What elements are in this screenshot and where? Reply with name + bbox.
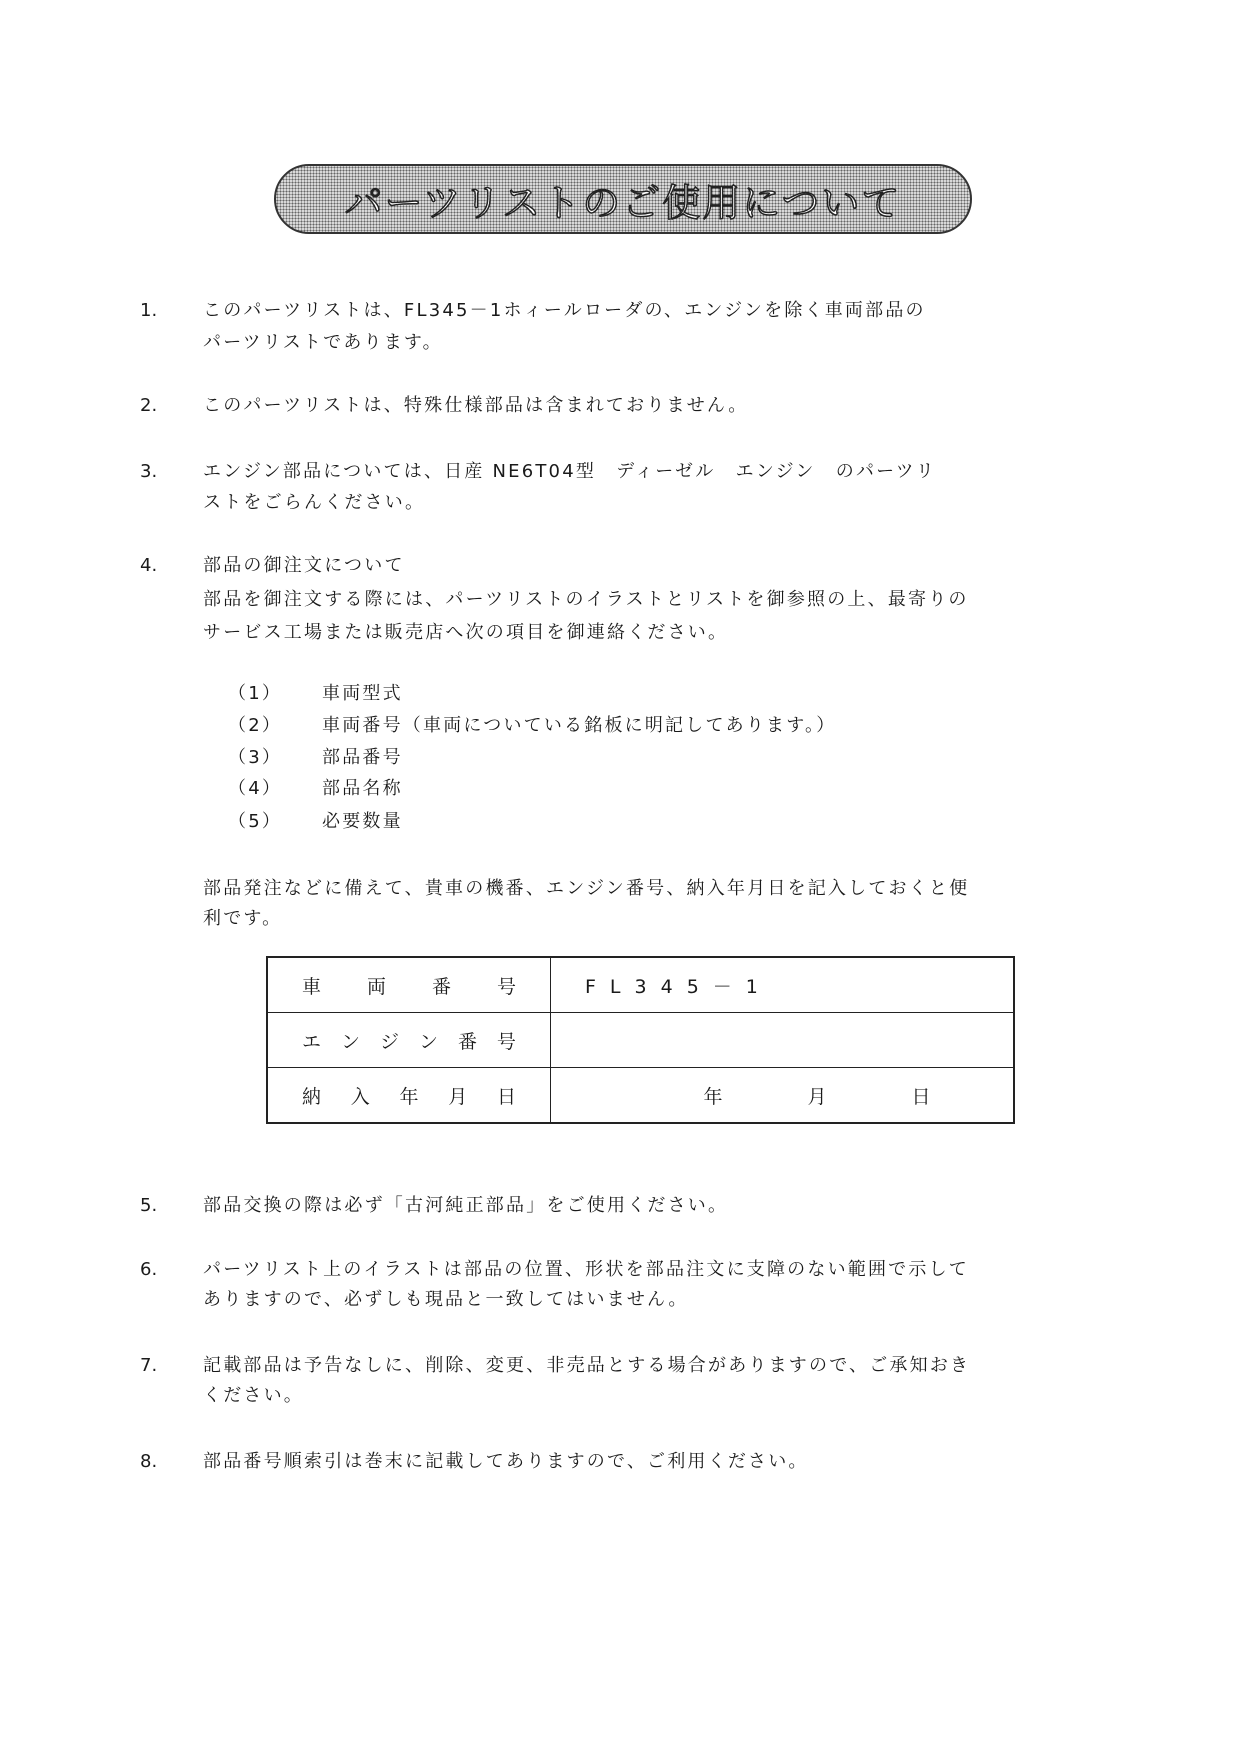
label-char: 日 <box>496 1085 516 1108</box>
note-text-line: 部品発注などに備えて、貴車の機番、エンジン番号、納入年月日を記入しておくと便 <box>203 878 970 899</box>
page-title: パーツリストのご使用について <box>344 180 902 225</box>
title-banner <box>274 164 972 234</box>
date-unit: 日 <box>911 1085 931 1108</box>
row-value[interactable]: FL345－1 <box>551 957 1015 1013</box>
item-number: 4. <box>140 555 158 576</box>
subitem-number: （4） <box>228 778 283 799</box>
item-text-line: ストをごらんください。 <box>203 492 426 513</box>
row-value[interactable] <box>551 1013 1015 1068</box>
date-unit: 月 <box>807 1085 827 1108</box>
label-char: ン <box>418 1030 438 1053</box>
item-number: 5. <box>140 1195 158 1216</box>
item-text-line: このパーツリストは、特殊仕様部品は含まれておりません。 <box>203 395 749 416</box>
label-char: 月 <box>448 1085 468 1108</box>
item-number: 8. <box>140 1451 158 1472</box>
label-char: ジ <box>379 1030 399 1053</box>
label-char: 車 <box>302 975 322 998</box>
item-number: 1. <box>140 300 158 321</box>
item-number: 3. <box>140 461 158 482</box>
item-text-line: エンジン部品については、日産 NE6T04型 ディーゼル エンジン のパーツリ <box>203 461 937 482</box>
subitem-text: 部品名称 <box>322 778 403 799</box>
table-row <box>267 957 1014 1013</box>
item-text-line: パーツリスト上のイラストは部品の位置、形状を部品注文に支障のない範囲で示して <box>203 1259 969 1280</box>
table-row <box>267 1013 1014 1068</box>
subitem-text: 部品番号 <box>322 747 403 768</box>
label-char: ン <box>340 1030 360 1053</box>
item-text-line: 部品の御注文について <box>203 555 405 576</box>
label-char: 入 <box>350 1085 370 1108</box>
item-text-line: 部品番号順索引は巻末に記載してありますので、ご利用ください。 <box>203 1451 809 1472</box>
item-number: 7. <box>140 1355 158 1376</box>
item-text-line: 部品を御注文する際には、パーツリストのイラストとリストを御参照の上、最寄りの <box>203 589 969 610</box>
date-unit: 年 <box>703 1085 723 1108</box>
row-value[interactable] <box>551 1068 1015 1124</box>
note-text-line: 利です。 <box>203 908 283 929</box>
table-row <box>267 1068 1014 1124</box>
label-char: 年 <box>399 1085 419 1108</box>
item-number: 6. <box>140 1259 158 1280</box>
subitem-number: （2） <box>228 715 283 736</box>
item-number: 2. <box>140 395 158 416</box>
row-label <box>267 1013 551 1068</box>
vehicle-record-table <box>266 956 1015 1124</box>
subitem-number: （1） <box>228 683 283 704</box>
item-text-line: パーツリストであります。 <box>203 332 443 353</box>
label-char: 号 <box>496 975 516 998</box>
label-char: 号 <box>496 1030 516 1053</box>
label-char: 両 <box>366 975 386 998</box>
item-text-line: ください。 <box>203 1385 304 1406</box>
item-text-line: 部品交換の際は必ず「古河純正部品」をご使用ください。 <box>203 1195 729 1216</box>
label-char: 番 <box>457 1030 477 1053</box>
subitem-number: （3） <box>228 747 283 768</box>
label-char: 納 <box>302 1085 322 1108</box>
label-char: エ <box>302 1030 322 1053</box>
subitem-text: 車両型式 <box>322 683 403 704</box>
subitem-text: 必要数量 <box>322 811 403 832</box>
subitem-text: 車両番号（車両についている銘板に明記してあります。） <box>322 715 837 736</box>
row-label <box>267 957 551 1013</box>
label-char: 番 <box>431 975 451 998</box>
subitem-number: （5） <box>228 811 283 832</box>
item-text-line: 記載部品は予告なしに、削除、変更、非売品とする場合がありますので、ご承知おき <box>203 1355 971 1376</box>
item-text-line: サービス工場または販売店へ次の項目を御連絡ください。 <box>203 622 729 643</box>
item-text-line: ありますので、必ずしも現品と一致してはいません。 <box>203 1289 689 1310</box>
item-text-line: このパーツリストは、FL345－1ホィールローダの、エンジンを除く車両部品の <box>203 300 926 321</box>
row-label <box>267 1068 551 1124</box>
